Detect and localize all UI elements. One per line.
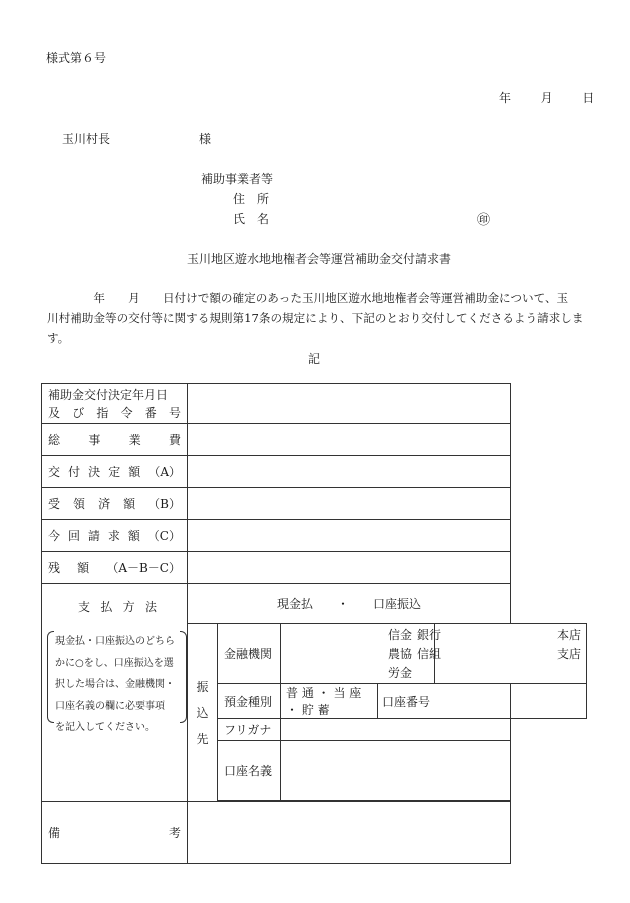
body-line-1: 年 月 日付けで額の確定のあった玉川地区遊水地地権者会等運営補助金について、玉	[47, 291, 569, 305]
account-number-field[interactable]	[511, 684, 587, 719]
remarks-label: 備 考	[42, 802, 188, 864]
seal-mark: ㊞	[477, 213, 491, 228]
date-line	[499, 89, 594, 106]
payment-options[interactable]: 現金払 ・ 口座振込	[188, 584, 511, 624]
decision-number-line2: 及 び 指 令 番 号	[48, 405, 181, 420]
row-decided-label: 交 付 決 定 額 （A）	[42, 456, 188, 488]
applicant-address-label: 住 所	[233, 192, 270, 206]
row-received-label: 受 領 済 額 （B）	[42, 488, 188, 520]
addressee-honorific: 様	[199, 132, 212, 146]
transfer-destination-label: 振 込 先	[188, 624, 218, 802]
row-decision-date-label	[42, 384, 188, 424]
remarks-field[interactable]	[188, 802, 511, 864]
decided-amount-field[interactable]	[188, 456, 511, 488]
body-line-3: す。	[47, 331, 70, 345]
account-name-field[interactable]	[281, 741, 511, 801]
addressee-name: 玉川村長	[62, 132, 111, 146]
request-table	[41, 383, 587, 864]
decision-date-field[interactable]	[188, 384, 511, 424]
received-amount-field[interactable]	[188, 488, 511, 520]
document-title: 玉川地区遊水地地権者会等運営補助金交付請求書	[187, 252, 452, 266]
total-cost-field[interactable]	[188, 424, 511, 456]
date-month: 月	[540, 91, 553, 105]
date-day: 日	[582, 91, 595, 105]
balance-field[interactable]	[188, 552, 511, 584]
row-total-label: 総 事 業 費	[42, 424, 188, 456]
institution-label: 金融機関	[218, 624, 281, 684]
furigana-label: フリガナ	[218, 719, 281, 741]
date-year: 年	[499, 91, 512, 105]
row-balance-label: 残 額 （A－B－C）	[42, 552, 188, 584]
row-request-label: 今 回 請 求 額 （C）	[42, 520, 188, 552]
deposit-type-label: 預金種別	[218, 684, 281, 719]
applicant-name-label: 氏 名	[233, 212, 270, 226]
ki-heading: 記	[308, 352, 321, 366]
body-line-2: 川村補助金等の交付等に関する規則第17条の規定により、下記のとおり交付してくださるよう請求しま	[47, 311, 584, 325]
request-amount-field[interactable]	[188, 520, 511, 552]
payment-method-label: 支 払 方 法	[78, 600, 157, 614]
branch-type-cell[interactable]: 本店 支店	[435, 624, 587, 684]
account-name-label: 口座名義	[218, 741, 281, 801]
institution-type-cell[interactable]: 信金 銀行 農協 信組 労金	[281, 624, 435, 684]
payment-note: 現金払・口座振込のどちら かに○をし、口座振込を選 択した場合は、金融機関・ 口座名義の欄に必要事項 を記入してください。	[47, 631, 187, 723]
furigana-field[interactable]	[281, 719, 511, 741]
account-number-label: 口座番号	[378, 684, 511, 719]
applicant-heading: 補助事業者等	[201, 172, 274, 186]
deposit-type-options[interactable]: 普 通 ・ 当 座 ・ 貯 蓄	[281, 684, 378, 719]
form-number: 様式第６号	[46, 51, 107, 65]
payment-method-label-cell	[42, 584, 188, 802]
decision-date-line1: 補助金交付決定年月日	[48, 387, 169, 402]
